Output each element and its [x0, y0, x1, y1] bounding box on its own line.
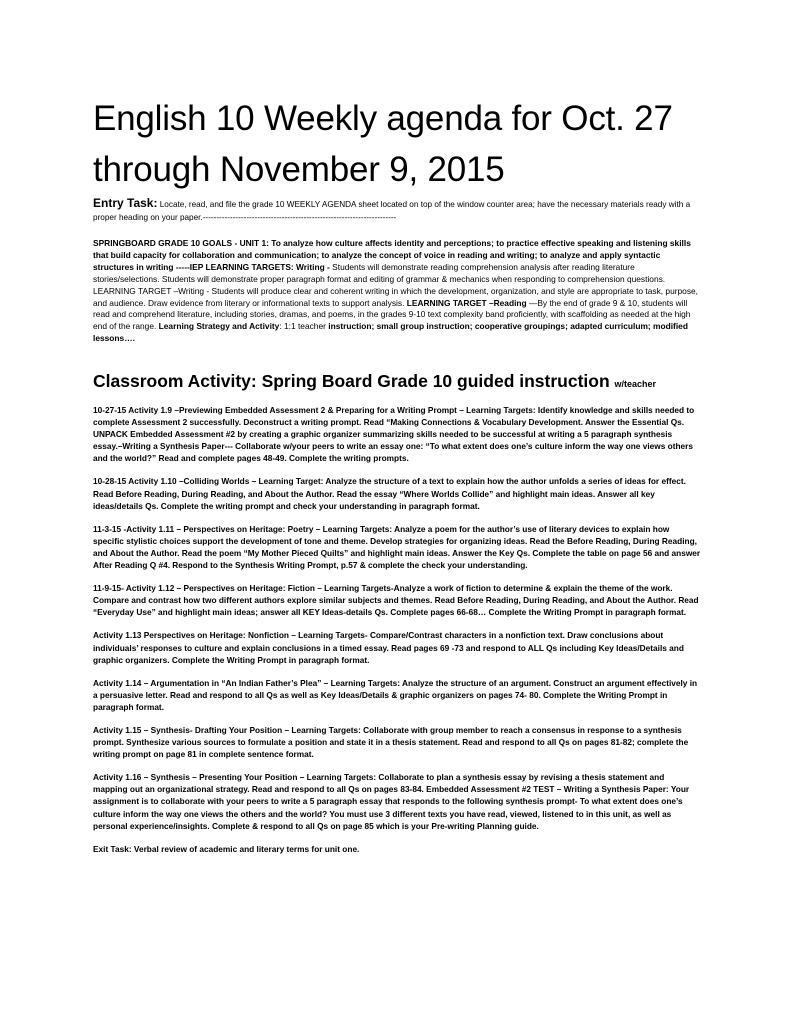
goals-bold-1: SPRINGBOARD GRADE 10 GOALS - UNIT 1: To analyze how culture affects identity and perceptions; to practice effective speaking and listening skills that build capacity for collaboration and communication; to analyze the concept of voice in reading and writing; to analyze and apply syntactic structures in writing -----IEP LEARNING TARGETS: Writing - [93, 238, 691, 272]
section-heading-text: Classroom Activity: Spring Board Grade 10 guided instruction [93, 371, 615, 391]
goals-text-1: Students will demonstrate reading comprehension analysis after reading literature stories/selections. Students will demonstrate proper paragraph format and editing of grammar & mechanics when responding to comprehension questions. LEARNING TARGET –Writing - Students will produce clear and coherent writing in which the development, organization, and style are appropriate to task, purpose, and audience. Draw evidence from literary or informational texts to support analysis. [93, 261, 699, 308]
section-heading [93, 369, 713, 396]
activity-item: Activity 1.16 – Synthesis – Presenting Your Position – Learning Targets: Collaborate to plan a synthesis essay by revising a thesis statement and mapping out an organizational strategy. Read and respond to all Qs on pages 83-84. Embedded Assessment #2 TEST – Writing a Synthesis Paper: Your assignment is to collaborate with your peers to write a 5 paragraph essay that responds to the following synthesis prompt- To what extent does one’s culture inform the way one views the others and the world? You must use 3 different texts you have read, viewed, listened to in this unit, as well as personal experience/insights. Complete & respond to all Qs on page 85 which is your Pre-writing Planning guide. [93, 772, 690, 831]
goals-bold-2: LEARNING TARGET –Reading [406, 297, 527, 308]
title-line-1: English 10 Weekly agenda for Oct. 27 [93, 99, 673, 138]
page-title [93, 93, 733, 195]
goals-bold-4: instruction; small group instruction; cooperative groupings; adapted curriculum; modified lessons…. [93, 321, 688, 344]
entry-task [93, 197, 693, 224]
exit-task: Exit Task: Verbal review of academic and literary terms for unit one. [93, 843, 360, 854]
activity-item: Activity 1.15 – Synthesis- Drafting Your Position – Learning Targets: Collaborate with group member to reach a consensus in response to a synthesis prompt. Synthesize various sources to formulate a position and state it in a thesis statement. Read and respond to all Qs on pages 81-82; complete the writing prompt on page 81 in complete sentence format. [93, 724, 689, 760]
entry-task-text: Locate, read, and file the grade 10 WEEKLY AGENDA sheet located on top of the window counter area; have the necessary materials ready with a proper heading on your paper.----------------------------------------------------------------------- [93, 200, 691, 222]
entry-task-label: Entry Task: [93, 196, 158, 210]
activity-list [93, 404, 701, 855]
activity-item: Activity 1.14 – Argumentation in “An Indian Father’s Plea” – Learning Targets: Analyze the structure of an argument. Construct an argument effectively in a persuasive letter. Read and respond to all Qs as well as Key Ideas/Details & graphic organizers on pages 74- 80. Complete the Writing Prompt in paragraph format. [93, 677, 698, 712]
goals-text-3: : 1:1 teacher [279, 321, 329, 332]
activity-item: Activity 1.13 Perspectives on Heritage: Nonfiction – Learning Targets- Compare/Contrast characters in a nonfiction text. Draw conclusions about individuals’ responses to culture and explain conclusions in a timed essay. Read pages 69 -73 and respond to ALL Qs including Key Ideas/Details and graphic organizers. Complete the Writing Prompt in paragraph format. [93, 630, 684, 665]
activity-item: 11-3-15 -Activity 1.11 – Perspectives on Heritage: Poetry – Learning Targets: Analyze a poem for the author’s use of literary devices to explain how specific stylistic choices support the development of tone and theme. Develop strategies for organizing ideas. Read the Before Reading, During Reading, and About the Author. Read the poem “My Mother Pieced Quilts” and highlight main ideas. Answer the Key Qs. Complete the table on page 56 and answer After Reading Q #4. Respond to the Synthesis Writing Prompt, p.57 & complete the check your understanding. [93, 523, 701, 571]
section-heading-small: w/teacher [614, 379, 657, 389]
goals-text-2: —By the end of grade 9 & 10, students will read and comprehend literature, including stories, dramas, and poems, in the grades 9-10 text complexity band proficiently, with scaffolding as needed at the high end of the range. [93, 297, 691, 332]
title-line-2: through November 9, 2015 [93, 150, 505, 189]
activity-item: 11-9-15- Activity 1.12 – Perspectives on Heritage: Fiction – Learning Targets-Analyze a work of fiction to determine & explain the theme of the work. Compare and contrast how two different authors explore similar subjects and themes. Read Before Reading, During Reading, and About the Author. Read “Everyday Use” and highlight main ideas; answer all KEY Ideas-details Qs. Complete pages 66-68… Complete the Writing Prompt in paragraph format. [93, 583, 699, 618]
goals-paragraph [93, 238, 699, 345]
activity-item: 10-28-15 Activity 1.10 –Colliding Worlds – Learning Target: Analyze the structure of a text to explain how the author unfolds a series of ideas for effect. Read Before Reading, During Reading, and About the Author. Read the essay “Where Worlds Collide” and highlight main ideas. Answer all key ideas/details Qs. Complete the writing prompt and check your understanding in paragraph format. [93, 476, 686, 511]
activity-item: 10-27-15 Activity 1.9 –Previewing Embedded Assessment 2 & Preparing for a Writing Prompt – Learning Targets: Identify knowledge and skills needed to complete Assessment 2 successfully. Deconstruct a writing prompt. Read “Making Connections & Vocabulary Development. Answer the Essential Qs. UNPACK Embedded Assessment #2 by creating a graphic organizer summarizing skills needed to be successful at writing a 5 paragraph synthesis essay.–Writing a Synthesis Paper--- Collaborate w/your peers to write an essay one: “To what extent does one’s culture inform the way one views others and the world?” Read and complete pages 48-49. Complete the writing prompts. [93, 405, 695, 464]
goals-bold-3: Learning Strategy and Activity [158, 321, 280, 332]
